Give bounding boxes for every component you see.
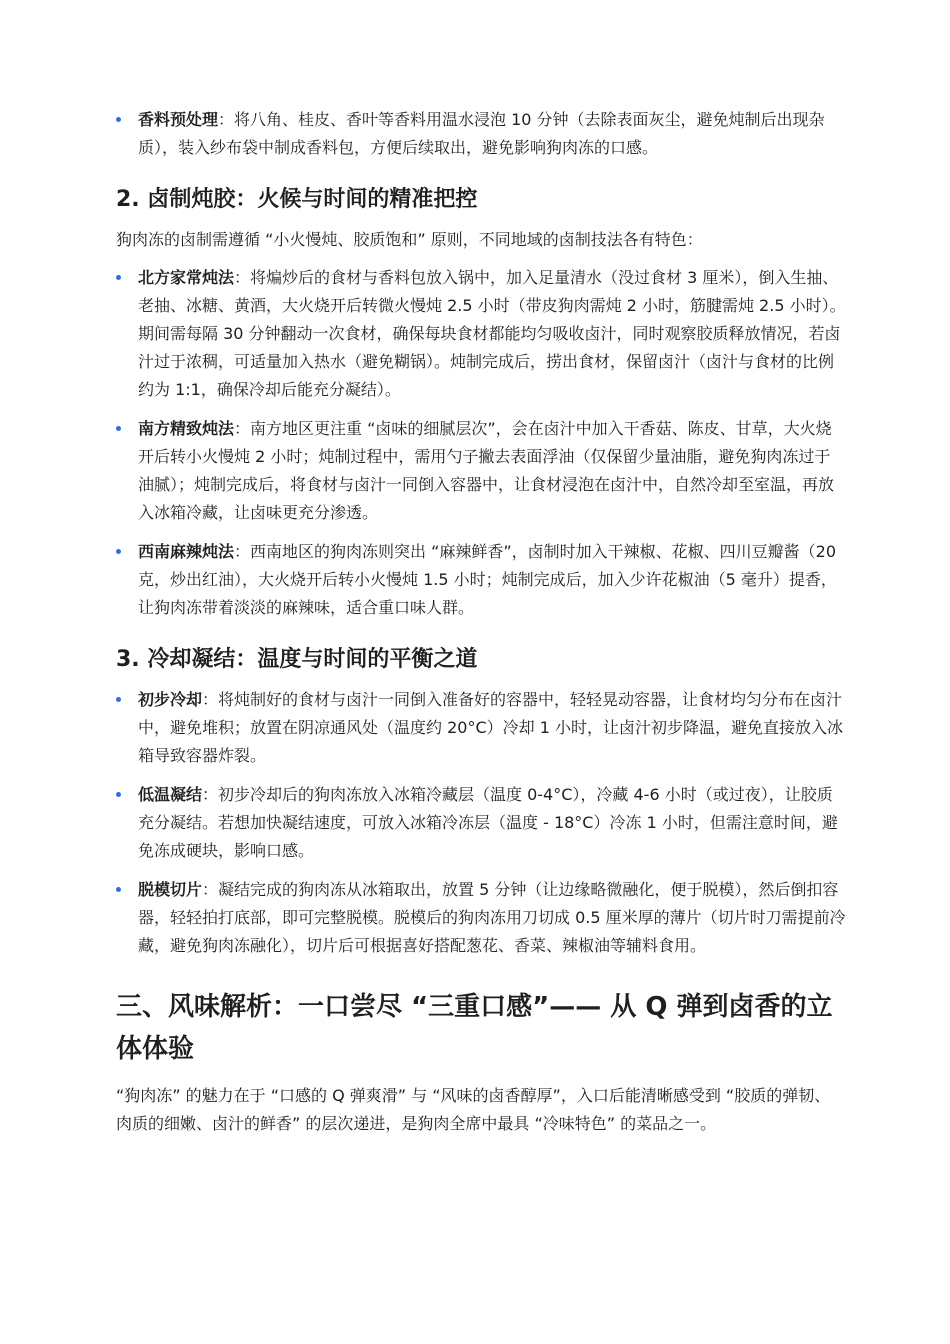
list-item-text: ：将八角、桂皮、香叶等香料用温水浸泡 10 分钟（去除表面灰尘，避免炖制后出现杂质），装入纱布袋中制成香料包，方便后续取出，避免影响狗肉冻的口感。 [138, 110, 825, 157]
list-item-text: ：西南地区的狗肉冻则突出 “麻辣鲜香”，卤制时加入干辣椒、花椒、四川豆瓣酱（20 克，炒出红油），大火烧开后转小火慢炖 1.5 小时；炖制完成后，加入少许花椒油（5 毫升）提香，让狗肉冻带着淡淡的麻辣味，适合重口味人群。 [138, 542, 837, 617]
list-item-text: ：将煸炒后的食材与香料包放入锅中，加入足量清水（没过食材 3 厘米），倒入生抽、老抽、冰糖、黄酒，大火烧开后转微火慢炖 2.5 小时（带皮狗肉需炖 2 小时，筋腱需炖 2.5 小时）。期间需每隔 30 分钟翻动一次食材，确保每块食材都能均匀吸收卤汁，同时观察胶质释放情况，若卤汁过于浓稠，可适量加入热水（避免糊锅）。炖制完成后，捞出食材，保留卤汁（卤汁与食材的比例约为 1:1，确保冷却后能充分凝结）。 [138, 268, 846, 399]
bullet-icon [116, 792, 121, 797]
list-item [116, 415, 846, 527]
list-item [116, 538, 846, 622]
list-item [116, 264, 846, 404]
bullet-icon [116, 426, 121, 431]
bullet-icon [116, 887, 121, 892]
list-item [116, 686, 846, 770]
list-item-term: 脱模切片 [138, 880, 203, 899]
bullet-icon [116, 117, 121, 122]
cooling-step-list [116, 686, 846, 960]
chapter-intro: “狗肉冻” 的魅力在于 “口感的 Q 弹爽滑” 与 “风味的卤香醇厚”，入口后能清晰感受到 “胶质的弹韧、肉质的细嫩、卤汁的鲜香” 的层次递进，是狗肉全席中最具 “冷味特色” 的菜品之一。 [116, 1086, 831, 1133]
list-item-term: 香料预处理 [138, 110, 219, 129]
list-item-term: 南方精致炖法 [138, 419, 235, 438]
stew-method-list [116, 264, 846, 622]
section-heading: 3. 冷却凝结：温度与时间的平衡之道 [116, 647, 478, 672]
list-item-text: ：将炖制好的食材与卤汁一同倒入准备好的容器中，轻轻晃动容器，让食材均匀分布在卤汁中，避免堆积；放置在阴凉通风处（温度约 20°C）冷却 1 小时，让卤汁初步降温，避免直接放入冰箱导致容器炸裂。 [138, 690, 843, 765]
bullet-icon [116, 697, 121, 702]
list-item [116, 106, 846, 162]
chapter-heading: 三、风味解析：一口尝尽 “三重口感”—— 从 Q 弹到卤香的立体体验 [116, 992, 833, 1064]
list-item-term: 初步冷却 [138, 690, 203, 709]
bullet-icon [116, 549, 121, 554]
list-item-text: ：初步冷却后的狗肉冻放入冰箱冷藏层（温度 0-4°C），冷藏 4-6 小时（或过夜），让胶质充分凝结。若想加快凝结速度，可放入冰箱冷冻层（温度 - 18°C）冷冻 1 小时，但需注意时间，避免冻成硬块，影响口感。 [138, 785, 838, 860]
list-item-term: 西南麻辣炖法 [138, 542, 235, 561]
bullet-icon [116, 275, 121, 280]
list-item-text: ：南方地区更注重 “卤味的细腻层次”，会在卤汁中加入干香菇、陈皮、甘草，大火烧开后转小火慢炖 2 小时；炖制过程中，需用勺子撇去表面浮油（仅保留少量油脂，避免狗肉冻过于油腻）；炖制完成后，将食材与卤汁一同倒入容器中，让食材浸泡在卤汁中，自然冷却至室温，再放入冰箱冷藏，让卤味更充分渗透。 [138, 419, 835, 522]
document-page [116, 106, 846, 1148]
list-item-text: ：凝结完成的狗肉冻从冰箱取出，放置 5 分钟（让边缘略微融化，便于脱模），然后倒扣容器，轻轻拍打底部，即可完整脱模。脱模后的狗肉冻用刀切成 0.5 厘米厚的薄片（切片时刀需提前冷藏，避免狗肉冻融化），切片后可根据喜好搭配葱花、香菜、辣椒油等辅料食用。 [138, 880, 846, 955]
list-item [116, 781, 846, 865]
list-item-term: 低温凝结 [138, 785, 203, 804]
list-item-term: 北方家常炖法 [138, 268, 235, 287]
section-heading: 2. 卤制炖胶：火候与时间的精准把控 [116, 187, 478, 212]
prep-list [116, 106, 846, 162]
list-item [116, 876, 846, 960]
section-intro: 狗肉冻的卤制需遵循 “小火慢炖、胶质饱和” 原则，不同地域的卤制技法各有特色： [116, 230, 703, 249]
